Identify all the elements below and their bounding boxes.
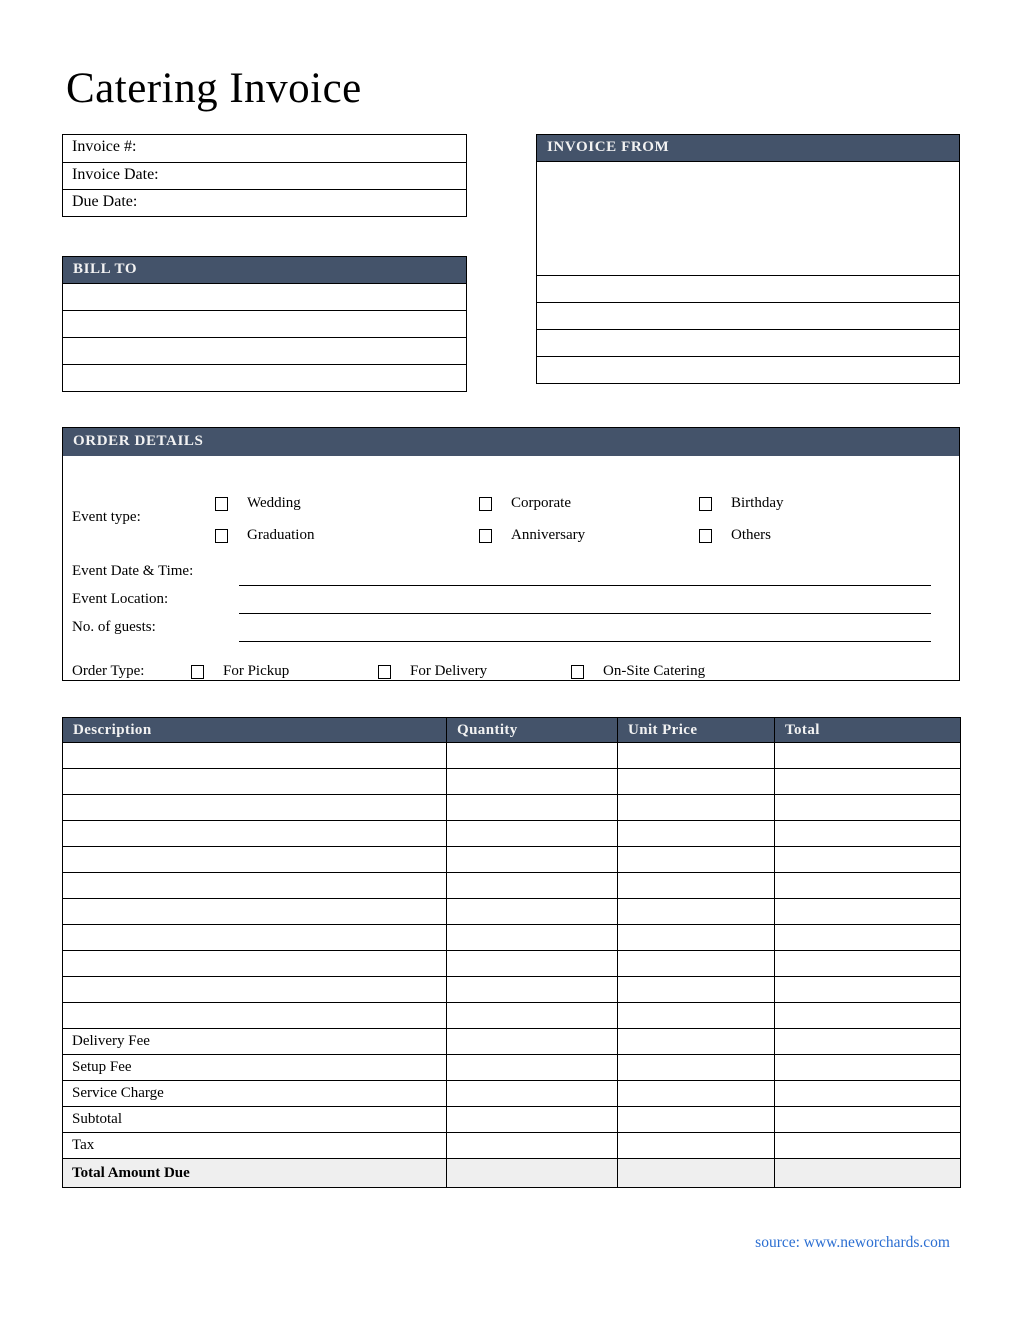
due-date-label: Due Date: <box>72 193 138 210</box>
setup-fee-label: Setup Fee <box>63 1055 447 1081</box>
event-type-option-others[interactable] <box>699 527 771 544</box>
item-total-cell[interactable] <box>775 977 961 1003</box>
item-total-cell[interactable] <box>775 847 961 873</box>
item-row <box>63 743 961 769</box>
total-amount-due-label: Total Amount Due <box>63 1159 447 1188</box>
invoice-from-address-field[interactable] <box>537 161 959 275</box>
item-description-cell[interactable] <box>63 743 447 769</box>
invoice-meta-box <box>62 134 467 217</box>
item-quantity-cell[interactable] <box>447 847 618 873</box>
description-column-header: Description <box>63 718 447 743</box>
bill-to-header: BILL TO <box>63 257 466 283</box>
event-datetime-field[interactable] <box>239 585 931 586</box>
invoice-date-label: Invoice Date: <box>72 166 159 183</box>
item-quantity-cell[interactable] <box>447 795 618 821</box>
onsite-catering-checkbox[interactable] <box>571 665 584 679</box>
invoice-from-box <box>536 134 960 384</box>
item-description-cell[interactable] <box>63 925 447 951</box>
delivery-fee-unit-price-cell[interactable] <box>618 1029 775 1055</box>
page-title: Catering Invoice <box>66 65 362 112</box>
service-charge-label: Service Charge <box>63 1081 447 1107</box>
item-unit-price-cell[interactable] <box>618 847 775 873</box>
item-description-cell[interactable] <box>63 873 447 899</box>
for-delivery-label: For Delivery <box>410 663 488 679</box>
bill-to-line-3[interactable] <box>63 337 466 364</box>
invoice-from-line-4[interactable] <box>537 356 959 383</box>
order-details-box <box>62 427 960 681</box>
birthday-label: Birthday <box>731 495 784 511</box>
bill-to-line-1[interactable] <box>63 283 466 310</box>
item-total-cell[interactable] <box>775 795 961 821</box>
item-row <box>63 847 961 873</box>
item-total-cell[interactable] <box>775 899 961 925</box>
subtotal-row <box>63 1107 961 1133</box>
item-total-cell[interactable] <box>775 743 961 769</box>
invoice-from-header: INVOICE FROM <box>537 135 959 161</box>
for-delivery-checkbox[interactable] <box>378 665 391 679</box>
invoice-from-line-2[interactable] <box>537 302 959 329</box>
service-charge-unit-price-cell[interactable] <box>618 1081 775 1107</box>
invoice-from-line-3[interactable] <box>537 329 959 356</box>
item-description-cell[interactable] <box>63 899 447 925</box>
item-unit-price-cell[interactable] <box>618 899 775 925</box>
onsite-catering-label: On-Site Catering <box>603 663 706 679</box>
tax-row <box>63 1133 961 1159</box>
for-pickup-label: For Pickup <box>223 663 290 679</box>
item-description-cell[interactable] <box>63 977 447 1003</box>
setup-fee-row <box>63 1055 961 1081</box>
order-details-header: ORDER DETAILS <box>63 428 959 456</box>
items-table-header-row <box>63 718 961 743</box>
item-quantity-cell[interactable] <box>447 769 618 795</box>
item-quantity-cell[interactable] <box>447 1003 618 1029</box>
items-table <box>62 717 961 1188</box>
corporate-label: Corporate <box>511 495 571 511</box>
item-unit-price-cell[interactable] <box>618 821 775 847</box>
item-description-cell[interactable] <box>63 847 447 873</box>
item-total-cell[interactable] <box>775 769 961 795</box>
service-charge-quantity-cell[interactable] <box>447 1081 618 1107</box>
guest-count-label: No. of guests: <box>72 619 156 635</box>
invoice-from-line-1[interactable] <box>537 275 959 302</box>
order-type-option-delivery[interactable] <box>378 663 487 680</box>
item-unit-price-cell[interactable] <box>618 951 775 977</box>
delivery-fee-row <box>63 1029 961 1055</box>
guest-count-field[interactable] <box>239 641 931 642</box>
others-checkbox[interactable] <box>699 529 712 543</box>
service-charge-row <box>63 1081 961 1107</box>
item-quantity-cell[interactable] <box>447 977 618 1003</box>
item-description-cell[interactable] <box>63 821 447 847</box>
total-amount-due-row <box>63 1159 961 1188</box>
item-total-cell[interactable] <box>775 1003 961 1029</box>
item-unit-price-cell[interactable] <box>618 873 775 899</box>
event-type-option-graduation[interactable] <box>215 527 314 544</box>
item-row <box>63 925 961 951</box>
subtotal-quantity-cell[interactable] <box>447 1107 618 1133</box>
item-total-cell[interactable] <box>775 873 961 899</box>
item-row <box>63 821 961 847</box>
bill-to-line-2[interactable] <box>63 310 466 337</box>
item-unit-price-cell[interactable] <box>618 795 775 821</box>
item-row <box>63 1003 961 1029</box>
event-datetime-label: Event Date & Time: <box>72 563 194 579</box>
delivery-fee-label: Delivery Fee <box>63 1029 447 1055</box>
item-unit-price-cell[interactable] <box>618 1003 775 1029</box>
for-pickup-checkbox[interactable] <box>191 665 204 679</box>
setup-fee-unit-price-cell[interactable] <box>618 1055 775 1081</box>
bill-to-line-4[interactable] <box>63 364 466 391</box>
order-type-option-onsite[interactable] <box>571 663 705 680</box>
invoice-date-row[interactable] <box>63 162 466 189</box>
wedding-checkbox[interactable] <box>215 497 228 511</box>
event-type-option-anniversary[interactable] <box>479 527 585 544</box>
event-type-option-wedding[interactable] <box>215 495 301 512</box>
item-row <box>63 769 961 795</box>
quantity-column-header: Quantity <box>447 718 618 743</box>
corporate-checkbox[interactable] <box>479 497 492 511</box>
source-credit-link[interactable]: source: www.neworchards.com <box>755 1234 950 1251</box>
item-quantity-cell[interactable] <box>447 925 618 951</box>
item-unit-price-cell[interactable] <box>618 925 775 951</box>
item-quantity-cell[interactable] <box>447 873 618 899</box>
event-type-label: Event type: <box>72 509 141 525</box>
bill-to-box <box>62 256 467 392</box>
service-charge-total-cell[interactable] <box>775 1081 961 1107</box>
item-unit-price-cell[interactable] <box>618 977 775 1003</box>
anniversary-checkbox[interactable] <box>479 529 492 543</box>
delivery-fee-total-cell[interactable] <box>775 1029 961 1055</box>
item-row <box>63 977 961 1003</box>
total-amount-due-unit-price-cell[interactable] <box>618 1159 775 1188</box>
item-quantity-cell[interactable] <box>447 821 618 847</box>
order-type-option-pickup[interactable] <box>191 663 289 680</box>
item-row <box>63 951 961 977</box>
tax-label: Tax <box>63 1133 447 1159</box>
item-quantity-cell[interactable] <box>447 899 618 925</box>
tax-total-cell[interactable] <box>775 1133 961 1159</box>
tax-quantity-cell[interactable] <box>447 1133 618 1159</box>
total-amount-due-value-cell[interactable] <box>775 1159 961 1188</box>
item-quantity-cell[interactable] <box>447 743 618 769</box>
event-location-label: Event Location: <box>72 591 169 607</box>
subtotal-unit-price-cell[interactable] <box>618 1107 775 1133</box>
unit-price-column-header: Unit Price <box>618 718 775 743</box>
wedding-label: Wedding <box>247 495 301 511</box>
item-unit-price-cell[interactable] <box>618 769 775 795</box>
order-type-label: Order Type: <box>72 663 145 679</box>
item-quantity-cell[interactable] <box>447 951 618 977</box>
item-description-cell[interactable] <box>63 795 447 821</box>
item-total-cell[interactable] <box>775 925 961 951</box>
subtotal-label: Subtotal <box>63 1107 447 1133</box>
item-description-cell[interactable] <box>63 951 447 977</box>
item-row <box>63 899 961 925</box>
total-amount-due-quantity-cell[interactable] <box>447 1159 618 1188</box>
setup-fee-quantity-cell[interactable] <box>447 1055 618 1081</box>
item-row <box>63 873 961 899</box>
others-label: Others <box>731 527 771 543</box>
setup-fee-total-cell[interactable] <box>775 1055 961 1081</box>
invoice-number-label: Invoice #: <box>72 138 137 155</box>
item-total-cell[interactable] <box>775 951 961 977</box>
item-row <box>63 795 961 821</box>
item-unit-price-cell[interactable] <box>618 743 775 769</box>
invoice-number-row[interactable] <box>63 135 466 162</box>
anniversary-label: Anniversary <box>511 527 586 543</box>
item-description-cell[interactable] <box>63 1003 447 1029</box>
total-column-header: Total <box>775 718 961 743</box>
graduation-checkbox[interactable] <box>215 529 228 543</box>
due-date-row[interactable] <box>63 189 466 216</box>
item-description-cell[interactable] <box>63 769 447 795</box>
graduation-label: Graduation <box>247 527 315 543</box>
birthday-checkbox[interactable] <box>699 497 712 511</box>
event-type-option-birthday[interactable] <box>699 495 784 512</box>
tax-unit-price-cell[interactable] <box>618 1133 775 1159</box>
delivery-fee-quantity-cell[interactable] <box>447 1029 618 1055</box>
event-type-option-corporate[interactable] <box>479 495 571 512</box>
subtotal-total-cell[interactable] <box>775 1107 961 1133</box>
item-total-cell[interactable] <box>775 821 961 847</box>
event-location-field[interactable] <box>239 613 931 614</box>
